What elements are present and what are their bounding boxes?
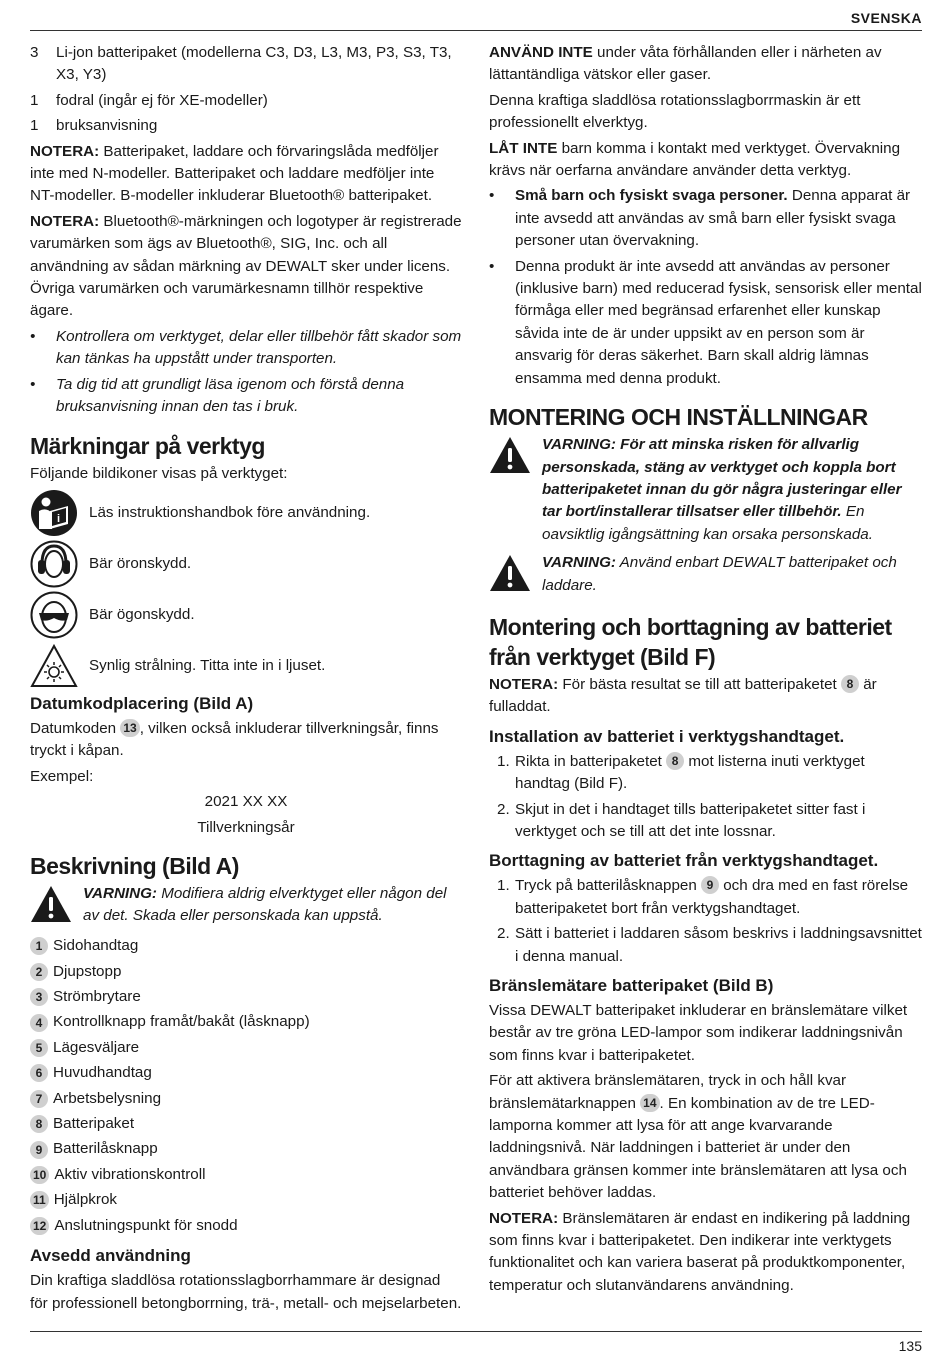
part-number-badge: 9 bbox=[30, 1141, 48, 1159]
markings-intro: Följande bildikoner visas på verktyget: bbox=[30, 464, 288, 482]
warning-block bbox=[30, 883, 462, 931]
warning-label: VARNING: bbox=[542, 554, 616, 572]
part-label: Batterilåsknapp bbox=[53, 1140, 158, 1158]
contents-qty: 3 bbox=[30, 44, 39, 61]
safety-bullet bbox=[489, 256, 923, 390]
part-label: Anslutningspunkt för snodd bbox=[54, 1216, 238, 1234]
right-column bbox=[489, 42, 923, 1300]
remove-steps bbox=[489, 875, 923, 968]
fuel-gauge-body: . En kombination av de tre LED-lamporna kommer att lysa för att ange kvarvarande laddningsnivå. När laddningen i batteriet är under den användbara gränsen kommer inte bränslemätaren att lysa och batteriet behöver laddas. bbox=[489, 1094, 907, 1202]
warning-icon bbox=[489, 554, 531, 592]
note-text: Bluetooth®-märkningen och logotyper är registrerade varumärken som ägs av Bluetooth®, SIG, Inc. och all användning av sådan märkning av DEWALT sker under licens. Övriga varumärken och varumärkesnamn tillhör respektive ägare. bbox=[30, 212, 462, 320]
datecode-text: , vilken också inkluderar tillverkningsår, finns tryckt i kåpan. bbox=[30, 719, 439, 760]
callout-badge: 13 bbox=[120, 719, 139, 737]
contents-item bbox=[30, 42, 462, 87]
part-number-badge: 12 bbox=[30, 1217, 49, 1235]
step-item bbox=[489, 923, 923, 968]
usage-text: barn komma i kontakt med verktyget. Övervakning krävs när oerfarna användare använder detta verktyg. bbox=[489, 139, 901, 180]
part-item bbox=[30, 1086, 462, 1111]
intended-use-text: Din kraftiga sladdlösa rotationsslagborrhammare är designad för professionell betongborrning, trä-, metall- och mejselarbeten. bbox=[30, 1272, 462, 1312]
battery-heading: Montering och borttagning av batteriet från verktyget (Bild F) bbox=[489, 613, 892, 670]
ear-protection-icon bbox=[30, 540, 78, 588]
part-item bbox=[30, 1213, 462, 1238]
page-number: 135 bbox=[898, 1338, 922, 1354]
step-text bbox=[515, 799, 923, 844]
step-number: 2. bbox=[497, 800, 510, 818]
markings-heading: Märkningar på verktyg bbox=[30, 432, 265, 459]
note-text: är fulladdat. bbox=[489, 675, 877, 716]
part-number-badge: 11 bbox=[30, 1191, 49, 1209]
part-item bbox=[30, 1111, 462, 1136]
part-item bbox=[30, 1188, 462, 1213]
step-item bbox=[489, 799, 923, 844]
check-item bbox=[30, 326, 462, 371]
example-label: Exempel: bbox=[30, 767, 94, 785]
symbol-text: Bär ögonskydd. bbox=[89, 606, 195, 624]
read-manual-icon bbox=[30, 489, 78, 537]
safety-bullet bbox=[489, 185, 923, 252]
bullet-icon: • bbox=[30, 327, 36, 345]
warning-body: Modifiera aldrig elverktyget eller någon del av det. Skada eller personskada kan uppstå. bbox=[83, 884, 447, 925]
assembly-heading: MONTERING OCH INSTÄLLNINGAR bbox=[489, 404, 868, 431]
note-paragraph bbox=[30, 211, 462, 323]
part-item bbox=[30, 959, 462, 984]
note-paragraph bbox=[30, 141, 462, 208]
contents-qty: 1 bbox=[30, 117, 39, 135]
step-body: Sätt i batteriet i laddaren såsom beskrivs i laddningsavsnittet i denna manual. bbox=[515, 925, 922, 965]
fuel-gauge-text bbox=[489, 1070, 923, 1204]
usage-label: ANVÄND INTE bbox=[489, 44, 593, 61]
install-steps bbox=[489, 751, 923, 844]
check-text: Kontrollera om verktyget, delar eller tillbehör fått skador som kan tänkas ha uppstått under transporten. bbox=[56, 327, 462, 368]
intended-use-heading: Avsedd användning bbox=[30, 1246, 191, 1266]
remove-heading: Borttagning av batteriet från verktygshandtaget. bbox=[489, 851, 879, 871]
contents-item bbox=[30, 115, 462, 137]
part-label: Strömbrytare bbox=[53, 988, 141, 1006]
bullet-icon: • bbox=[489, 187, 495, 205]
part-label: Kontrollknapp framåt/bakåt (låsknapp) bbox=[53, 1013, 310, 1031]
fuel-gauge-body: För att aktivera bränslemätaren, tryck in och håll kvar bränslemätarknappen bbox=[489, 1072, 847, 1112]
callout-badge: 14 bbox=[640, 1094, 659, 1112]
part-number-badge: 8 bbox=[30, 1115, 48, 1133]
part-item bbox=[30, 1010, 462, 1035]
callout-badge: 8 bbox=[841, 675, 859, 693]
note-label: NOTERA: bbox=[489, 1209, 559, 1227]
contents-text: bruksanvisning bbox=[56, 117, 158, 135]
part-number-badge: 2 bbox=[30, 963, 48, 981]
step-number: 1. bbox=[497, 877, 510, 895]
safety-text bbox=[515, 185, 923, 252]
part-label: Batteripaket bbox=[53, 1114, 135, 1132]
part-item bbox=[30, 985, 462, 1010]
callout-badge: 9 bbox=[701, 876, 719, 894]
safety-label: Små barn och fysiskt svaga personer. bbox=[515, 187, 788, 205]
contents-qty: 1 bbox=[30, 91, 39, 109]
visible-radiation-icon bbox=[30, 642, 78, 690]
contents-text: fodral (ingår ej för XE-modeller) bbox=[56, 91, 268, 109]
symbol-row bbox=[30, 539, 462, 590]
warning-text bbox=[542, 552, 923, 597]
safety-body: Denna apparat är inte avsedd att användas av små barn eller fysiskt svaga personer utan övervakning. bbox=[515, 187, 911, 250]
part-number-badge: 10 bbox=[30, 1166, 49, 1184]
note-text: För bästa resultat se till att batteripaketet bbox=[558, 675, 841, 693]
check-item bbox=[30, 374, 462, 419]
warning-body: En oavsiktlig igångsättning kan orsaka personskada. bbox=[542, 503, 873, 543]
note-label: NOTERA: bbox=[30, 212, 100, 230]
part-number-badge: 3 bbox=[30, 988, 48, 1006]
step-body: Skjut in det i handtaget tills batteripaketet sitter fast i verktyget och se till att det inte lossnar. bbox=[515, 800, 866, 840]
contents-item bbox=[30, 90, 462, 112]
warning-text bbox=[542, 434, 923, 546]
callout-badge: 8 bbox=[666, 752, 684, 770]
part-item bbox=[30, 1035, 462, 1060]
part-label: Aktiv vibrationskontroll bbox=[54, 1165, 206, 1183]
fuel-gauge-text: Vissa DEWALT batteripaket inkluderar en bränslemätare vilket består av tre gröna LED-lampor som indikerar laddningsnivån som finns kvar i batteripaketet. bbox=[489, 1002, 908, 1064]
step-text bbox=[515, 751, 923, 796]
part-number-badge: 6 bbox=[30, 1064, 48, 1082]
symbol-row bbox=[30, 590, 462, 641]
battery-note bbox=[489, 674, 923, 719]
part-label: Sidohandtag bbox=[53, 937, 139, 955]
part-number-badge: 1 bbox=[30, 937, 48, 955]
bullet-icon: • bbox=[489, 257, 495, 275]
step-item bbox=[489, 751, 923, 796]
usage-paragraph: Denna kraftiga sladdlösa rotationsslagborrmaskin är ett professionellt elverktyg. bbox=[489, 91, 861, 132]
part-item bbox=[30, 1137, 462, 1162]
fuel-gauge-heading: Bränslemätare batteripaket (Bild B) bbox=[489, 976, 774, 995]
description-heading: Beskrivning (Bild A) bbox=[30, 852, 239, 879]
fuel-gauge-note bbox=[489, 1208, 923, 1298]
usage-paragraph bbox=[489, 42, 923, 87]
step-number: 1. bbox=[497, 752, 510, 770]
warning-label: VARNING: bbox=[83, 884, 157, 902]
bullet-icon: • bbox=[30, 375, 36, 393]
symbol-row bbox=[30, 641, 462, 692]
part-label: Huvudhandtag bbox=[53, 1064, 152, 1082]
install-heading: Installation av batteriet i verktygshandtaget. bbox=[489, 726, 845, 746]
warning-text bbox=[83, 883, 462, 928]
part-item bbox=[30, 934, 462, 959]
warning-label: VARNING: För att minska risken för allvarlig personskada, stäng av verktyget och koppla bort batteripaketet innan du gör några justeringar eller tar bort/installerar tillsatser eller tillbehör. bbox=[542, 436, 902, 521]
left-column bbox=[30, 42, 462, 1318]
part-label: Hjälpkrok bbox=[53, 1191, 117, 1209]
step-body: och dra med en fast rörelse batteripaketet bort från verktygshandtaget. bbox=[515, 877, 909, 917]
note-label: NOTERA: bbox=[489, 675, 559, 693]
example-caption: Tillverkningsår bbox=[197, 818, 295, 836]
warning-block bbox=[489, 434, 923, 549]
step-text bbox=[515, 875, 923, 920]
top-divider bbox=[30, 30, 922, 31]
warning-icon bbox=[489, 436, 531, 474]
step-item bbox=[489, 875, 923, 920]
symbol-text: Synlig strålning. Titta inte in i ljuset. bbox=[89, 657, 326, 675]
svg-text:i: i bbox=[57, 513, 61, 526]
check-text: Ta dig tid att grundligt läsa igenom och förstå denna bruksanvisning innan den tas i bruk. bbox=[56, 375, 405, 416]
symbol-row bbox=[30, 488, 462, 539]
warning-body: Använd enbart DEWALT batteripaket och laddare. bbox=[542, 554, 897, 594]
step-body: Tryck på batterilåsknappen bbox=[515, 877, 702, 895]
part-number-badge: 5 bbox=[30, 1039, 48, 1057]
part-number-badge: 7 bbox=[30, 1090, 48, 1108]
warning-block bbox=[489, 552, 923, 600]
example-code: 2021 XX XX bbox=[204, 793, 288, 811]
part-label: Djupstopp bbox=[53, 962, 122, 980]
step-body: mot listerna inuti verktyget handtag (Bild F). bbox=[515, 752, 865, 793]
eye-protection-icon bbox=[30, 591, 78, 639]
note-label: NOTERA: bbox=[30, 142, 100, 160]
datecode-text: Datumkoden bbox=[30, 719, 121, 737]
note-text: Bränslemätaren är endast en indikering på laddning som finns kvar i batteripaketet. Den indikerar inte verktygets funktionalitet och kan variera baserat på produktkomponenter, temperatur och slutanvändarens användning. bbox=[489, 1209, 911, 1294]
note-text: Batteripaket, laddare och förvaringslåda medföljer inte med N-modeller. Batteripaket och laddare medföljer inte NT-modeller. B-modeller inkluderar Bluetooth® batteripaket. bbox=[30, 142, 439, 205]
symbol-text: Bär öronskydd. bbox=[89, 555, 192, 573]
part-item bbox=[30, 1162, 462, 1187]
bottom-divider bbox=[30, 1331, 922, 1332]
part-item bbox=[30, 1061, 462, 1086]
step-text bbox=[515, 923, 923, 968]
language-label: SVENSKA bbox=[850, 10, 922, 26]
step-body: Rikta in batteripaketet bbox=[515, 752, 667, 770]
part-label: Lägesväljare bbox=[53, 1038, 140, 1056]
part-number-badge: 4 bbox=[30, 1014, 48, 1032]
parts-list bbox=[30, 934, 462, 1239]
usage-text: under våta förhållanden eller i närheten av lättantändliga vätskor eller gaser. bbox=[489, 44, 882, 84]
contents-text: Li-jon batteripaket (modellerna C3, D3, L3, M3, P3, S3, T3, X3, Y3) bbox=[56, 44, 452, 84]
warning-icon bbox=[30, 885, 72, 923]
step-number: 2. bbox=[497, 925, 510, 943]
part-label: Arbetsbelysning bbox=[53, 1089, 162, 1107]
safety-text: Denna produkt är inte avsedd att användas av personer (inklusive barn) med reducerad fysisk, sensorisk eller mental förmåga eller med begränsad erfarenhet eller kunskap såvida inte de är under uppsikt av en person som är ansvarig för deras säkerhet. Barn skall aldrig lämnas ensamma med denna produkt. bbox=[515, 257, 922, 387]
usage-paragraph bbox=[489, 138, 923, 183]
usage-label: LÅT INTE bbox=[489, 139, 558, 157]
datecode-heading: Datumkodplacering (Bild A) bbox=[30, 693, 254, 713]
datecode-paragraph bbox=[30, 718, 462, 763]
symbol-text: Läs instruktionshandbok före användning. bbox=[89, 504, 371, 522]
